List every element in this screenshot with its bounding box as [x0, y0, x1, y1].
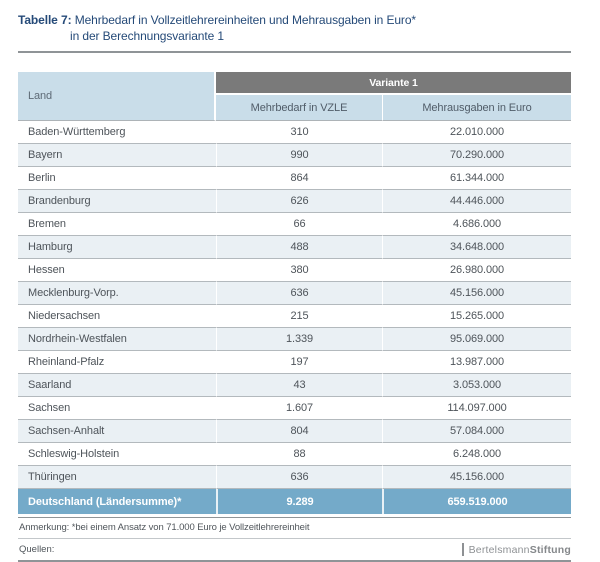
column-group-header-variante1: Variante 1	[216, 72, 571, 95]
column-header-land: Land	[18, 72, 216, 121]
land-cell: Baden-Württemberg	[18, 121, 216, 144]
table-title	[18, 0, 571, 44]
table-row	[18, 374, 571, 397]
total-vzle-value: 9.289	[216, 489, 382, 514]
vzle-cell: 66	[216, 213, 382, 236]
land-cell: Bremen	[18, 213, 216, 236]
euro-cell: 15.265.000	[382, 305, 571, 328]
table-row	[18, 213, 571, 236]
table-row	[18, 351, 571, 374]
table-title-text: Mehrbedarf in Vollzeitlehrereinheiten und Mehrausgaben in Euro*	[71, 13, 416, 27]
euro-cell: 3.053.000	[382, 374, 571, 397]
vzle-cell: 864	[216, 167, 382, 190]
sources-row	[18, 539, 571, 560]
table-title-line2: in der Berechnungsvariante 1	[70, 29, 224, 43]
vzle-cell: 488	[216, 236, 382, 259]
land-cell: Nordrhein-Westfalen	[18, 328, 216, 351]
vzle-cell: 88	[216, 443, 382, 466]
table-row	[18, 305, 571, 328]
land-cell: Saarland	[18, 374, 216, 397]
vzle-cell: 804	[216, 420, 382, 443]
vzle-cell: 636	[216, 466, 382, 489]
table-row	[18, 190, 571, 213]
land-cell: Brandenburg	[18, 190, 216, 213]
land-cell: Niedersachsen	[18, 305, 216, 328]
logo-bar-icon	[462, 543, 464, 556]
logo-text-bertelsmann: Bertelsmann	[468, 543, 530, 556]
table-body	[18, 121, 571, 489]
land-cell: Berlin	[18, 167, 216, 190]
bertelsmann-stiftung-logo	[462, 543, 571, 556]
euro-cell: 61.344.000	[382, 167, 571, 190]
land-cell: Mecklenburg-Vorp.	[18, 282, 216, 305]
table-row	[18, 282, 571, 305]
euro-cell: 4.686.000	[382, 213, 571, 236]
land-cell: Sachsen-Anhalt	[18, 420, 216, 443]
table-row	[18, 420, 571, 443]
euro-cell: 6.248.000	[382, 443, 571, 466]
vzle-cell: 1.607	[216, 397, 382, 420]
euro-cell: 70.290.000	[382, 144, 571, 167]
vzle-cell: 197	[216, 351, 382, 374]
vzle-cell: 43	[216, 374, 382, 397]
euro-cell: 45.156.000	[382, 282, 571, 305]
table-row	[18, 443, 571, 466]
logo-text-stiftung: Stiftung	[529, 543, 571, 556]
euro-cell: 45.156.000	[382, 466, 571, 489]
land-cell: Thüringen	[18, 466, 216, 489]
total-row	[18, 489, 571, 514]
table-row	[18, 236, 571, 259]
land-cell: Sachsen	[18, 397, 216, 420]
data-table	[18, 72, 571, 514]
total-euro-value: 659.519.000	[382, 489, 571, 514]
table-row	[18, 167, 571, 190]
table-row	[18, 328, 571, 351]
column-header-mehrausgaben: Mehrausgaben in Euro	[382, 95, 571, 121]
euro-cell: 44.446.000	[382, 190, 571, 213]
table-title-line1	[18, 12, 571, 28]
vzle-cell: 990	[216, 144, 382, 167]
sources-label: Quellen:	[19, 544, 55, 555]
land-cell: Schleswig-Holstein	[18, 443, 216, 466]
land-cell: Hessen	[18, 259, 216, 282]
vzle-cell: 380	[216, 259, 382, 282]
table-row	[18, 259, 571, 282]
table-number: Tabelle 7:	[18, 13, 72, 27]
euro-cell: 26.980.000	[382, 259, 571, 282]
footnote: Anmerkung: *bei einem Ansatz von 71.000 Euro je Vollzeitlehrereinheit	[19, 522, 310, 533]
land-cell: Hamburg	[18, 236, 216, 259]
table-header	[18, 72, 571, 121]
euro-cell: 13.987.000	[382, 351, 571, 374]
euro-cell: 114.097.000	[382, 397, 571, 420]
vzle-cell: 215	[216, 305, 382, 328]
euro-cell: 95.069.000	[382, 328, 571, 351]
land-cell: Rheinland-Pfalz	[18, 351, 216, 374]
vzle-cell: 1.339	[216, 328, 382, 351]
vzle-cell: 626	[216, 190, 382, 213]
land-cell: Bayern	[18, 144, 216, 167]
table-row	[18, 121, 571, 144]
total-label: Deutschland (Ländersumme)*	[18, 489, 216, 514]
table-row	[18, 144, 571, 167]
vzle-cell: 310	[216, 121, 382, 144]
table-row	[18, 466, 571, 489]
column-header-mehrbedarf: Mehrbedarf in VZLE	[216, 95, 382, 121]
euro-cell: 57.084.000	[382, 420, 571, 443]
table-row	[18, 397, 571, 420]
vzle-cell: 636	[216, 282, 382, 305]
title-divider	[18, 51, 571, 53]
euro-cell: 22.010.000	[382, 121, 571, 144]
euro-cell: 34.648.000	[382, 236, 571, 259]
